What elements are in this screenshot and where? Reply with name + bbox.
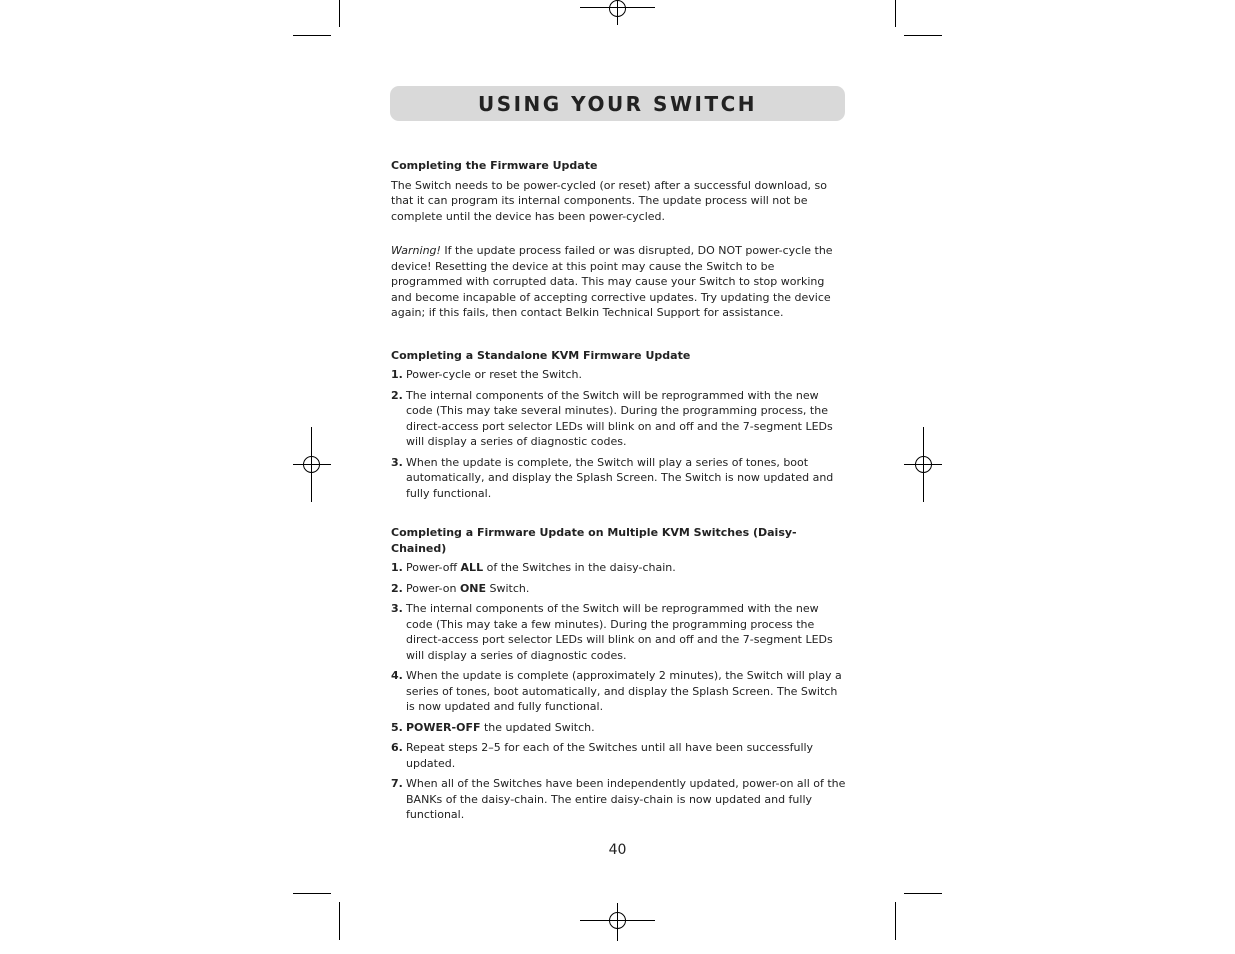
page-title-bar xyxy=(390,86,845,121)
standalone-steps-list xyxy=(391,367,846,501)
main-content xyxy=(391,158,846,828)
crop-mark-bottom-right-v xyxy=(895,902,896,940)
registration-mark-left-circle xyxy=(303,456,320,473)
section-heading-standalone: Completing a Standalone KVM Firmware Update xyxy=(391,348,691,362)
step-text-pre: Power-off xyxy=(406,561,461,574)
spacer xyxy=(391,224,846,243)
warning-label: Warning! xyxy=(391,244,441,257)
crop-mark-bottom-right-h xyxy=(904,893,942,894)
registration-mark-bottom-circle xyxy=(609,912,626,929)
firmware-update-paragraph: The Switch needs to be power-cycled (or reset) after a successful download, so that it can program its internal components. The update process will not be complete until the device has been power-cycled. xyxy=(391,178,828,223)
step-text-post: the updated Switch. xyxy=(480,720,595,734)
list-item xyxy=(391,720,846,736)
registration-mark-top-circle xyxy=(609,0,626,17)
step-text: The internal components of the Switch will be reprogrammed with the new code (This may take a few minutes). During the programming process the direct-access port selector LEDs will blink on and off and the 7-segment LEDs will display a series of diagnostic codes. xyxy=(406,602,833,662)
step-number: 3. xyxy=(391,455,403,469)
step-number: 6. xyxy=(391,741,403,754)
step-number: 1. xyxy=(391,561,403,574)
list-item xyxy=(391,560,846,576)
list-item xyxy=(391,740,846,771)
crop-mark-top-right-v xyxy=(895,0,896,27)
step-text: Repeat steps 2–5 for each of the Switches until all have been successfully updated. xyxy=(406,741,814,770)
step-text-post: of the Switches in the daisy-chain. xyxy=(483,561,676,574)
daisy-chain-steps-list xyxy=(391,560,846,823)
step-number: 5. xyxy=(391,720,403,734)
spacer xyxy=(391,506,846,525)
step-text: When all of the Switches have been independently updated, power-on all of the BANKs of the daisy-chain. The entire daisy-chain is now updated and fully functional. xyxy=(406,777,846,821)
step-text: When the update is complete, the Switch will play a series of tones, boot automatically, and display the Splash Screen. The Switch is now updated and fully functional. xyxy=(406,455,834,500)
registration-mark-right-circle xyxy=(915,456,932,473)
crop-mark-bottom-left-h xyxy=(293,893,331,894)
step-number: 2. xyxy=(391,388,403,402)
step-number: 2. xyxy=(391,581,403,595)
section-heading-daisy-chain: Completing a Firmware Update on Multiple KVM Switches (Daisy-Chained) xyxy=(391,526,797,555)
step-text xyxy=(406,581,846,597)
page-number: 40 xyxy=(608,842,627,858)
step-number: 7. xyxy=(391,777,403,790)
step-text: When the update is complete (approximately 2 minutes), the Switch will play a series of tones, boot automatically, and display the Splash Screen. The Switch is now updated and fully functional. xyxy=(406,669,842,713)
warning-paragraph xyxy=(391,243,846,321)
step-number: 1. xyxy=(391,368,403,381)
list-item xyxy=(391,367,846,383)
step-text-bold: ONE xyxy=(459,581,487,595)
list-item xyxy=(391,776,846,823)
step-text xyxy=(406,560,846,576)
step-text-bold: POWER-OFF xyxy=(406,720,481,734)
step-number: 4. xyxy=(391,669,403,682)
list-item xyxy=(391,455,846,502)
step-text-post: Switch. xyxy=(486,581,530,595)
spacer xyxy=(391,321,846,348)
step-number: 3. xyxy=(391,602,403,615)
page-title: USING YOUR SWITCH xyxy=(477,91,758,116)
crop-mark-top-left-h xyxy=(293,35,331,36)
crop-mark-top-right-h xyxy=(904,35,942,36)
section-heading-firmware-update: Completing the Firmware Update xyxy=(391,159,598,172)
step-text-pre: Power-on xyxy=(406,581,460,595)
list-item xyxy=(391,668,846,715)
step-text-bold: ALL xyxy=(460,561,484,574)
step-text: The internal components of the Switch will be reprogrammed with the new code (This may take several minutes). During the programming process, the direct-access port selector LEDs will blink on and off and the 7-segment LEDs will display a series of diagnostic codes. xyxy=(406,388,833,448)
crop-mark-top-left-v xyxy=(339,0,340,27)
list-item xyxy=(391,581,846,597)
step-text: Power-cycle or reset the Switch. xyxy=(406,368,582,381)
step-text xyxy=(406,720,846,736)
crop-mark-bottom-left-v xyxy=(339,902,340,940)
list-item xyxy=(391,388,846,450)
list-item xyxy=(391,601,846,663)
warning-text: If the update process failed or was disrupted, DO NOT power-cycle the device! Resetting the device at this point may cause the Switch to be programmed with corrupted data. This may cause your Switch to stop working and become incapable of accepting corrective updates. Try updating the device again; if this fails, then contact Belkin Technical Support for assistance. xyxy=(391,244,833,319)
